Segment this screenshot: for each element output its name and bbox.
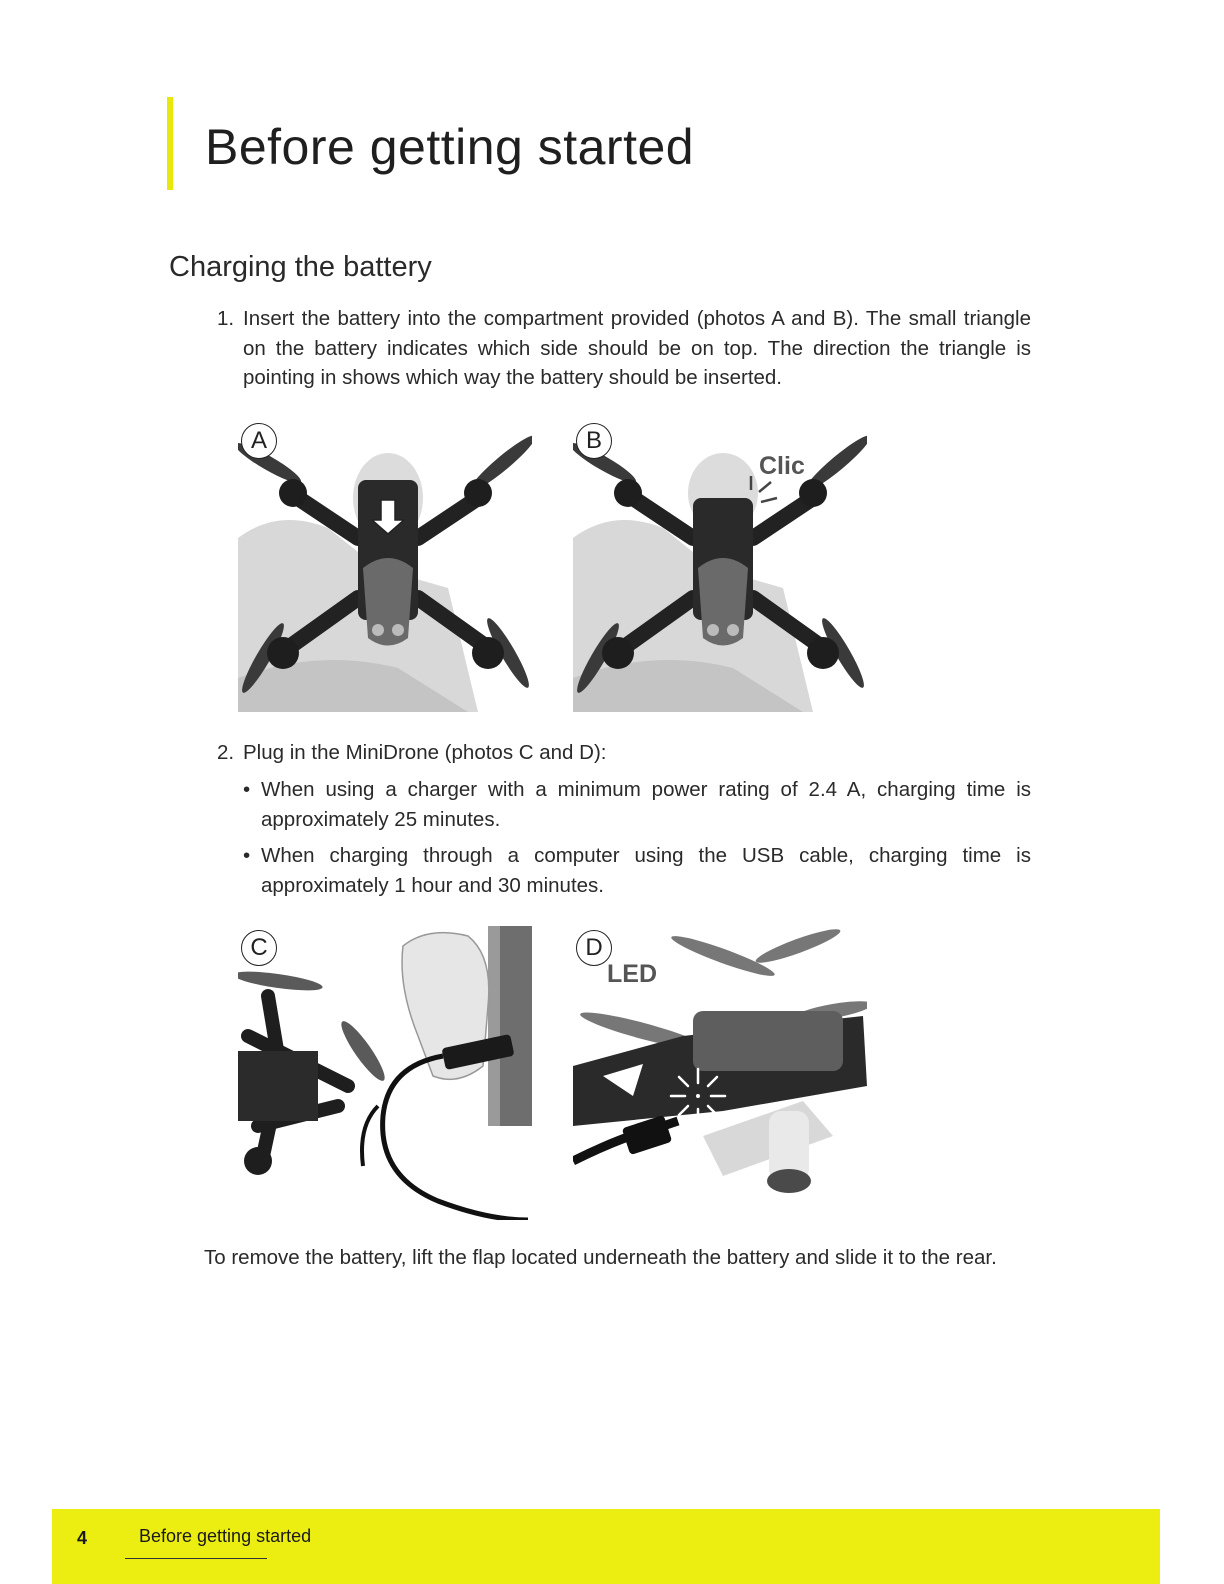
photo-c-badge: C (241, 930, 277, 966)
clic-label: Clic (759, 452, 805, 480)
bullet-icon: • (243, 778, 251, 801)
page-title: Before getting started (205, 119, 695, 175)
photo-c-usb-plug (238, 926, 532, 1220)
footer-underline (125, 1558, 267, 1559)
list-item (243, 775, 1031, 834)
battery-removal-text: To remove the battery, lift the flap located underneath the battery and slide it to the rear. (204, 1246, 997, 1269)
photo-a-battery-insert (238, 418, 532, 712)
step-1 (217, 304, 1031, 393)
photo-a-badge: A (241, 423, 277, 459)
photo-b-battery-clicked (573, 418, 867, 712)
step-2 (217, 738, 1031, 768)
list-item (243, 841, 1031, 900)
step-number: 2. (217, 741, 235, 764)
bullet-icon: • (243, 844, 251, 867)
step-text: Insert the battery into the compartment provided (photos A and B). The small triangle on the battery indicates which side should be on top. The direction the triangle is pointing in shows which way the battery should be inserted. (243, 307, 1031, 389)
step-text: Plug in the MiniDrone (photos C and D): (243, 741, 607, 764)
section-title: Charging the battery (169, 251, 432, 283)
led-label: LED (607, 960, 657, 988)
footer-section-title: Before getting started (139, 1526, 312, 1546)
charging-time-list (243, 775, 1031, 907)
step-number: 1. (217, 307, 235, 330)
photo-b-badge: B (576, 423, 612, 459)
photo-d-badge: D (576, 930, 612, 966)
title-accent-bar (167, 97, 173, 190)
list-item-text: When charging through a computer using the USB cable, charging time is approximately 1 hour and 30 minutes. (261, 844, 1031, 897)
footer-page-number: 4 (77, 1528, 88, 1548)
list-item-text: When using a charger with a minimum power rating of 2.4 A, charging time is approximately 25 minutes. (261, 778, 1031, 831)
